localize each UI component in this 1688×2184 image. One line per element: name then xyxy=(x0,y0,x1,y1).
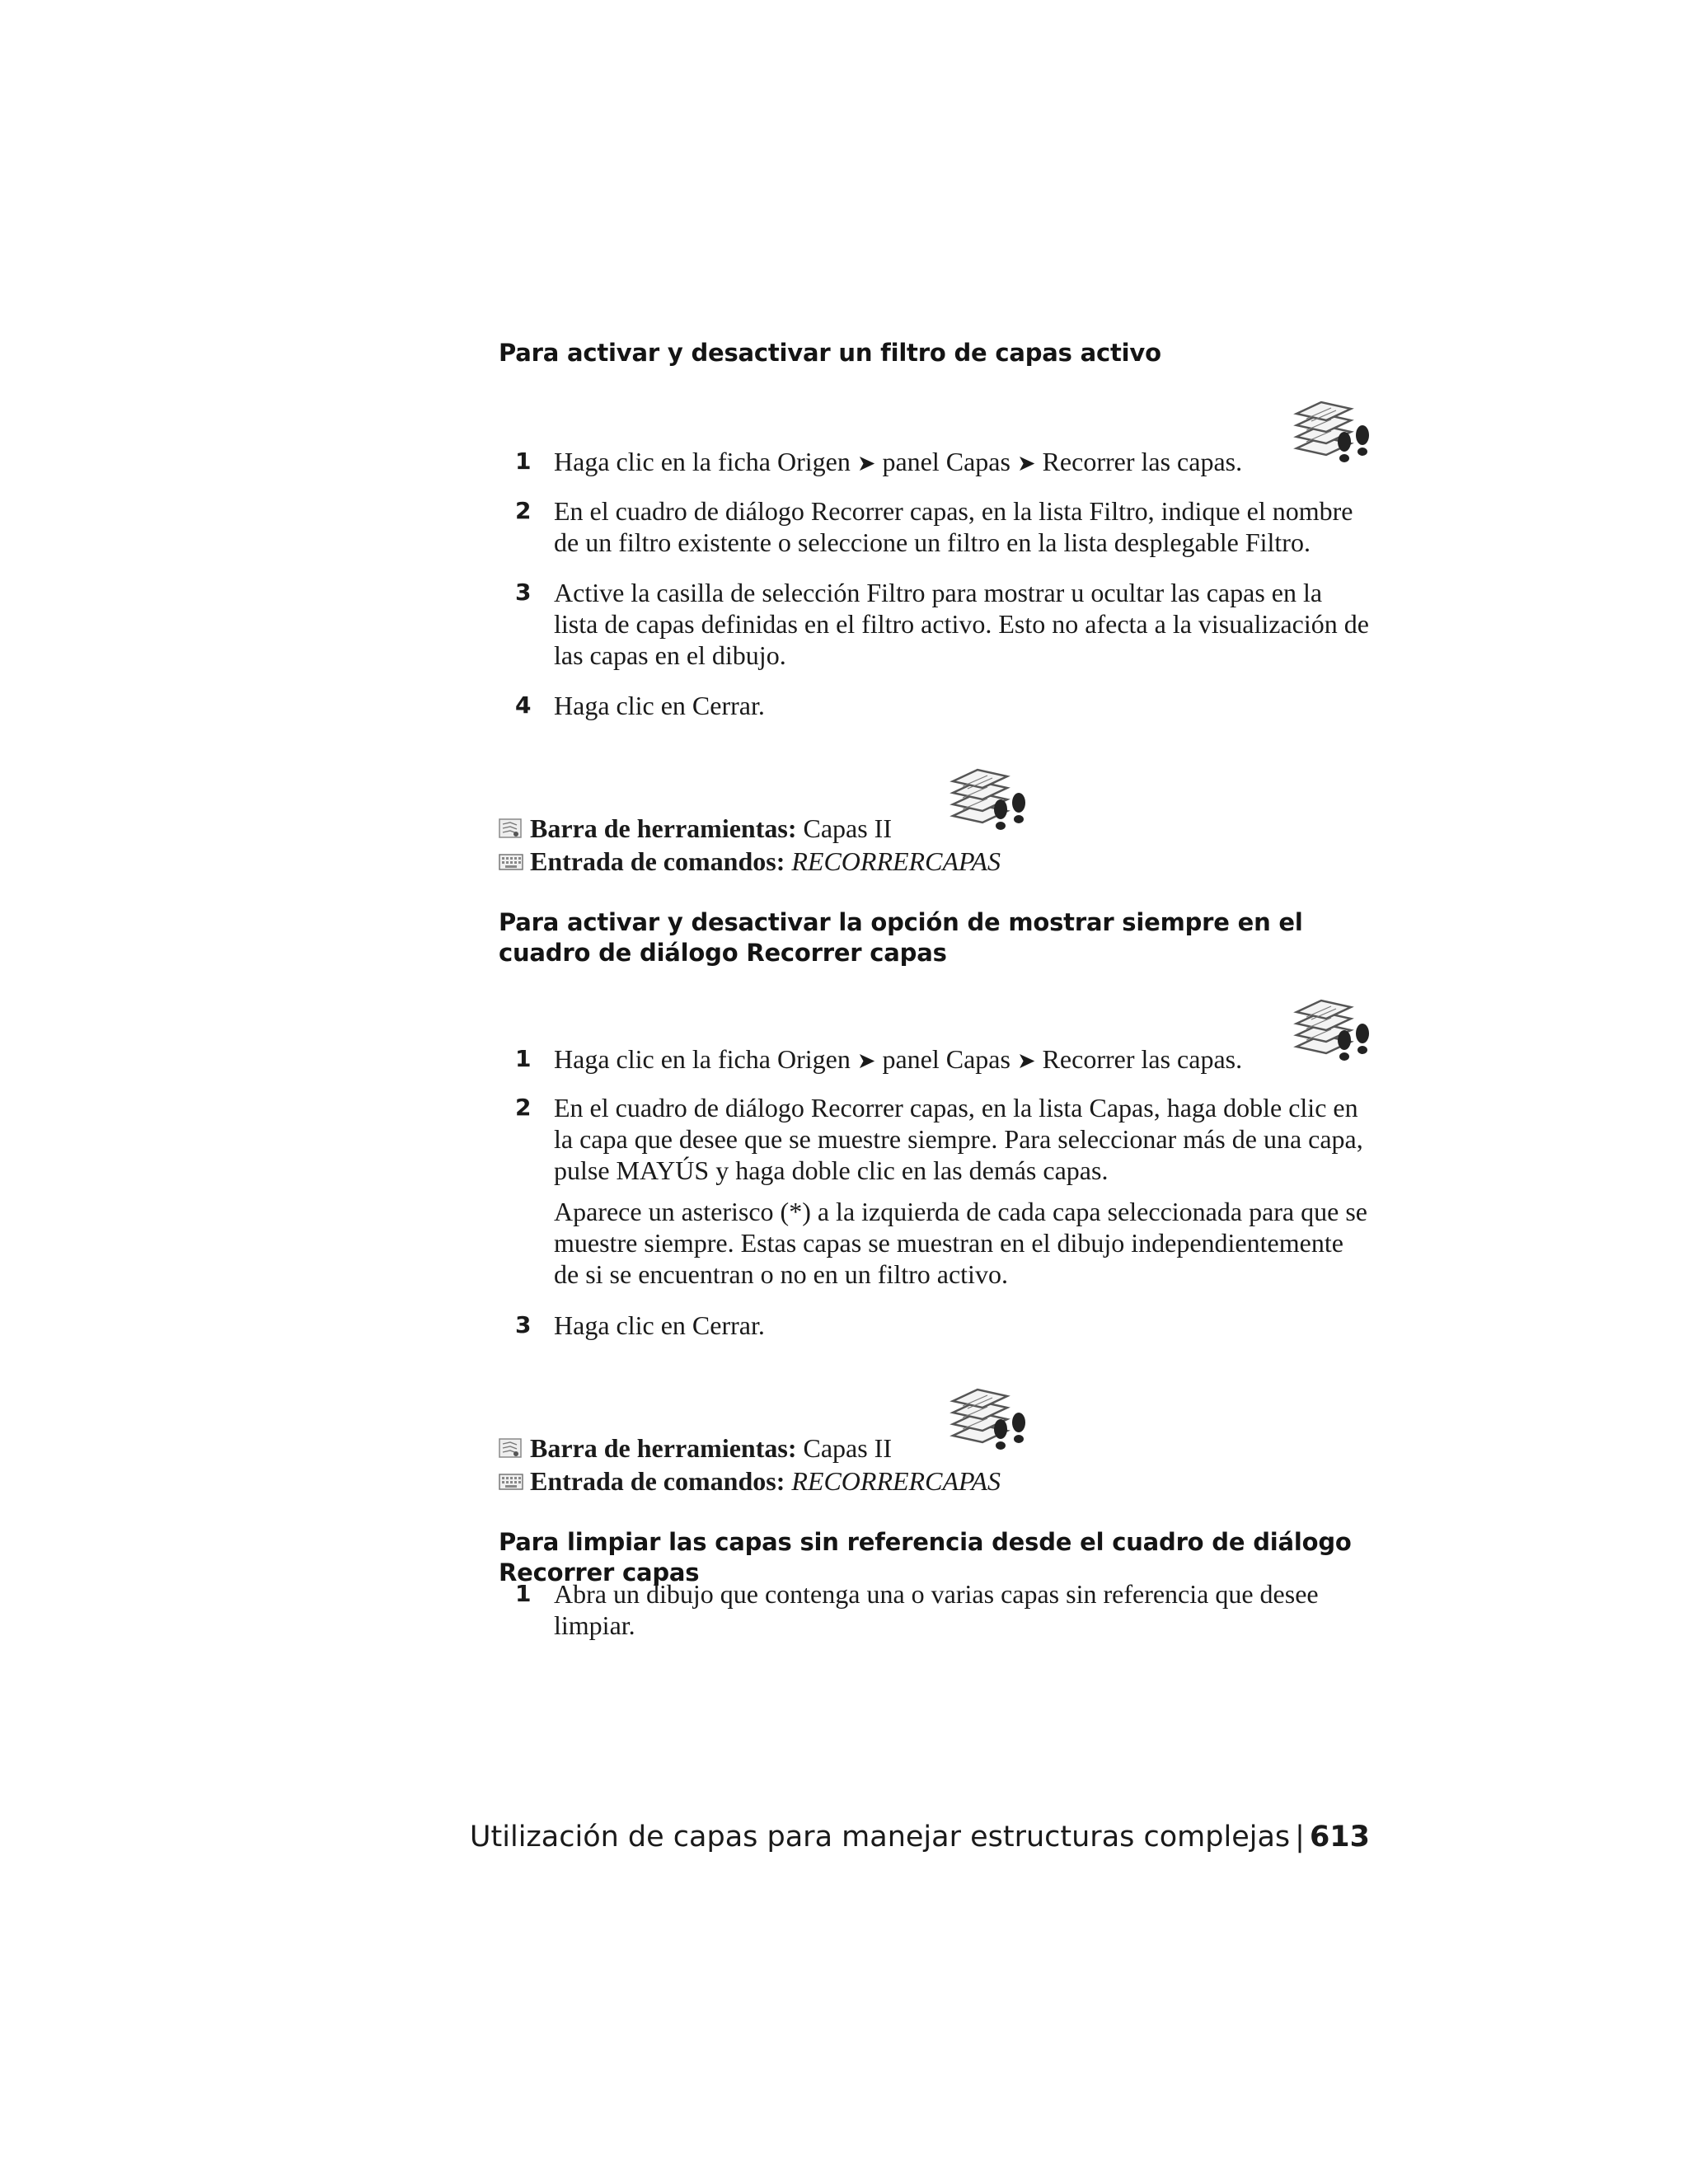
arrow-icon: ➤ xyxy=(1016,1048,1036,1073)
step-text: Haga clic en Cerrar. xyxy=(554,691,765,720)
step-number: 1 xyxy=(515,448,532,475)
step-text: Abra un dibujo que contenga una o varias capas sin referencia que desee limpiar. xyxy=(554,1579,1319,1640)
step-text: Haga clic en Cerrar. xyxy=(554,1310,765,1340)
arrow-icon: ➤ xyxy=(1016,451,1036,476)
s1-step-3 xyxy=(499,577,1371,671)
s1-command-line xyxy=(499,845,1001,878)
step-text: En el cuadro de diálogo Recorrer capas, en la lista Filtro, indique el nombre de un filtro existente o seleccione un filtro en la lista desplegable Filtro. xyxy=(554,496,1353,557)
step-number: 3 xyxy=(515,1311,532,1338)
step-text: Recorrer las capas. xyxy=(1042,1044,1243,1074)
section2-heading: Para activar y desactivar la opción de mostrar siempre en el cuadro de diálogo Recorrer capas xyxy=(499,908,1303,967)
step-text: En el cuadro de diálogo Recorrer capas, en la lista Capas, haga doble clic en la capa que desee que se muestre siempre. Para seleccionar más de una capa, pulse MAYÚS y haga doble clic en las demás capas. xyxy=(554,1093,1363,1185)
step-note: Aparece un asterisco (*) a la izquierda de cada capa seleccionada para que se muestre siempre. Estas capas se muestran en el dibujo independientemente de si se encuentran o no en un filtro activo. xyxy=(554,1197,1367,1289)
step-text: Haga clic en la ficha Origen xyxy=(554,1044,851,1074)
s2-toolbar-line xyxy=(499,1432,892,1465)
footer-title: Utilización de capas para manejar estructuras complejas xyxy=(469,1821,1291,1854)
command-label: Entrada de comandos: xyxy=(530,846,785,876)
footer-separator: | xyxy=(1295,1821,1305,1854)
layer-walk-icon xyxy=(946,762,1029,842)
s2-step-3 xyxy=(499,1310,1371,1341)
toolbar-icon xyxy=(499,1438,523,1460)
keyboard-icon xyxy=(499,851,523,873)
toolbar-icon xyxy=(499,818,523,840)
s3-step-1 xyxy=(499,1578,1371,1641)
layer-walk-icon xyxy=(946,1381,1029,1462)
step-number: 2 xyxy=(515,497,532,524)
step-text: panel Capas xyxy=(882,1044,1010,1074)
page-footer xyxy=(470,1819,1370,1855)
s2-step-1 xyxy=(499,1043,1371,1076)
arrow-icon: ➤ xyxy=(856,1048,876,1073)
s1-step-1 xyxy=(499,446,1371,479)
keyboard-icon xyxy=(499,1471,523,1493)
toolbar-label: Barra de herramientas: xyxy=(530,813,797,843)
step-text: Active la casilla de selección Filtro para mostrar u ocultar las capas en la lista de capas definidas en el filtro activo. Esto no afecta a la visualización de las capas en el dibujo. xyxy=(554,578,1369,670)
toolbar-value: Capas II xyxy=(803,1433,892,1463)
step-number: 1 xyxy=(515,1045,532,1072)
step-number: 4 xyxy=(515,691,532,719)
s2-command-line xyxy=(499,1465,1001,1497)
step-text: Recorrer las capas. xyxy=(1042,447,1243,476)
s2-step-2 xyxy=(499,1092,1371,1290)
section3-heading: Para limpiar las capas sin referencia desde el cuadro de diálogo Recorrer capas xyxy=(499,1528,1352,1586)
step-number: 3 xyxy=(515,579,532,606)
command-value: RECORRERCAPAS xyxy=(791,846,1001,876)
step-number: 1 xyxy=(515,1580,532,1607)
command-value: RECORRERCAPAS xyxy=(791,1466,1001,1496)
s1-step-4 xyxy=(499,690,1371,721)
toolbar-value: Capas II xyxy=(803,813,892,843)
s1-step-2 xyxy=(499,495,1371,558)
s1-toolbar-line xyxy=(499,812,892,845)
step-text: panel Capas xyxy=(882,447,1010,476)
arrow-icon: ➤ xyxy=(856,451,876,476)
step-text: Haga clic en la ficha Origen xyxy=(554,447,851,476)
command-label: Entrada de comandos: xyxy=(530,1466,785,1496)
toolbar-label: Barra de herramientas: xyxy=(530,1433,797,1463)
page-number: 613 xyxy=(1309,1821,1370,1854)
step-number: 2 xyxy=(515,1094,532,1121)
section1-heading: Para activar y desactivar un filtro de capas activo xyxy=(499,339,1161,367)
